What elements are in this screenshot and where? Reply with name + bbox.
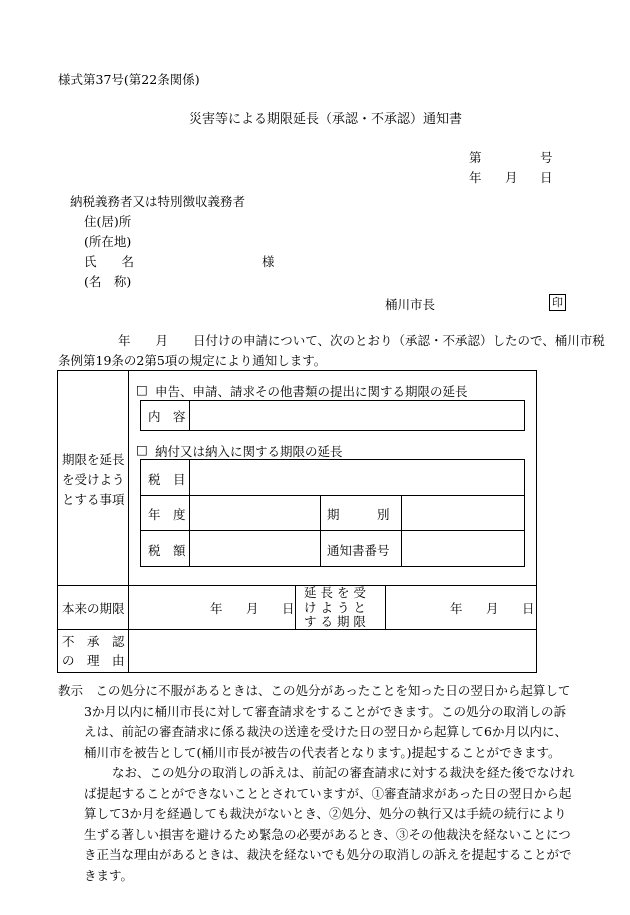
date-nen: 年 [469,170,482,185]
honrai-nen: 年 [210,601,223,616]
recipient-heading: 納税義務者又は特別徴収義務者 [70,194,246,209]
label-kibetsu: 期 別 [327,507,390,522]
recipient-location: (所在地) [84,234,132,249]
recipient-sama: 様 [262,254,275,269]
honrai-tsuki: 月 [246,601,259,616]
label-payment-extension: 納付又は納入に関する期限の延長 [155,444,343,459]
doc-no-go: 号 [540,150,553,165]
label-zeimoku: 税 目 [148,472,186,487]
label-honrai-kigen: 本来の期限 [62,601,125,616]
doc-no-dai: 第 [469,150,482,165]
notice-paragraph-2: なお、この処分の取消しの訴えは、前記の審査請求に対する裁決を経た後でなければ提起することができないこととされていますが、①審査請求があった日の翌日から起算して3か月を経過しても裁決がないとき、②処分、処分の執行又は手続の続行により生ずる著しい損害を避けるため緊急の必要があるとき、③その他裁決を経ないことにつき正当な理由があるときは、裁決を経ないでも処分の取消しの訴えを提起することができます。 [84,765,575,883]
notice-paragraph-1: 教示 この処分に不服があるときは、この処分があったことを知った日の翌日から起算して3か月以内に桶川市長に対して審査請求をすることができます。この処分の取消しの訴えは、前記の審査請求に係る裁決の送達を受けた日の翌日から起算して6か月以内に、桶川市を被告として(桶川市長が被告の代表者となります。)提起することができます。 [58,683,571,760]
checkbox-filing[interactable]: □ [136,382,148,397]
date-tsuki: 月 [505,170,518,185]
legal-notice [58,681,578,886]
body-line-1: 年 月 日付けの申請について、次のとおり（承認・不承認）したので、桶川市税 [118,333,605,348]
date-hi: 日 [540,170,553,185]
checkbox-payment[interactable]: □ [136,442,148,457]
naiyo-box [140,400,525,431]
recipient-company: (名 称) [84,274,132,289]
recipient-address: 住(居)所 [84,214,132,229]
label-zeigaku: 税 額 [148,543,186,558]
honrai-hi: 日 [282,601,295,616]
label-extend-kigen: 延 長 を 受 け よ う と す る 期 限 [304,585,366,629]
recipient-name: 氏 名 [84,254,135,269]
row-header-extension: 期限を延長 を受けよう とする事項 [62,452,125,507]
extend-tsuki: 月 [486,601,499,616]
label-tsuchisho: 通知書番号 [327,543,390,558]
label-naiyo: 内 容 [148,409,186,424]
extend-hi: 日 [522,601,535,616]
label-fusho-riyu: 不 承 認 の 理 由 [62,634,125,668]
body-line-2: 条例第19条の2第5項の規定により通知します。 [58,353,327,368]
label-nendo: 年 度 [148,507,186,522]
label-filing-extension: 申告、申請、請求その他書類の提出に関する期限の延長 [155,384,468,399]
issuer-name: 桶川市長 [385,297,436,312]
document-title: 災害等による期限延長（承認・不承認）通知書 [189,112,463,127]
form-number: 様式第37号(第22条関係) [58,72,200,87]
seal-mark: 印 [549,294,566,311]
extend-nen: 年 [450,601,463,616]
